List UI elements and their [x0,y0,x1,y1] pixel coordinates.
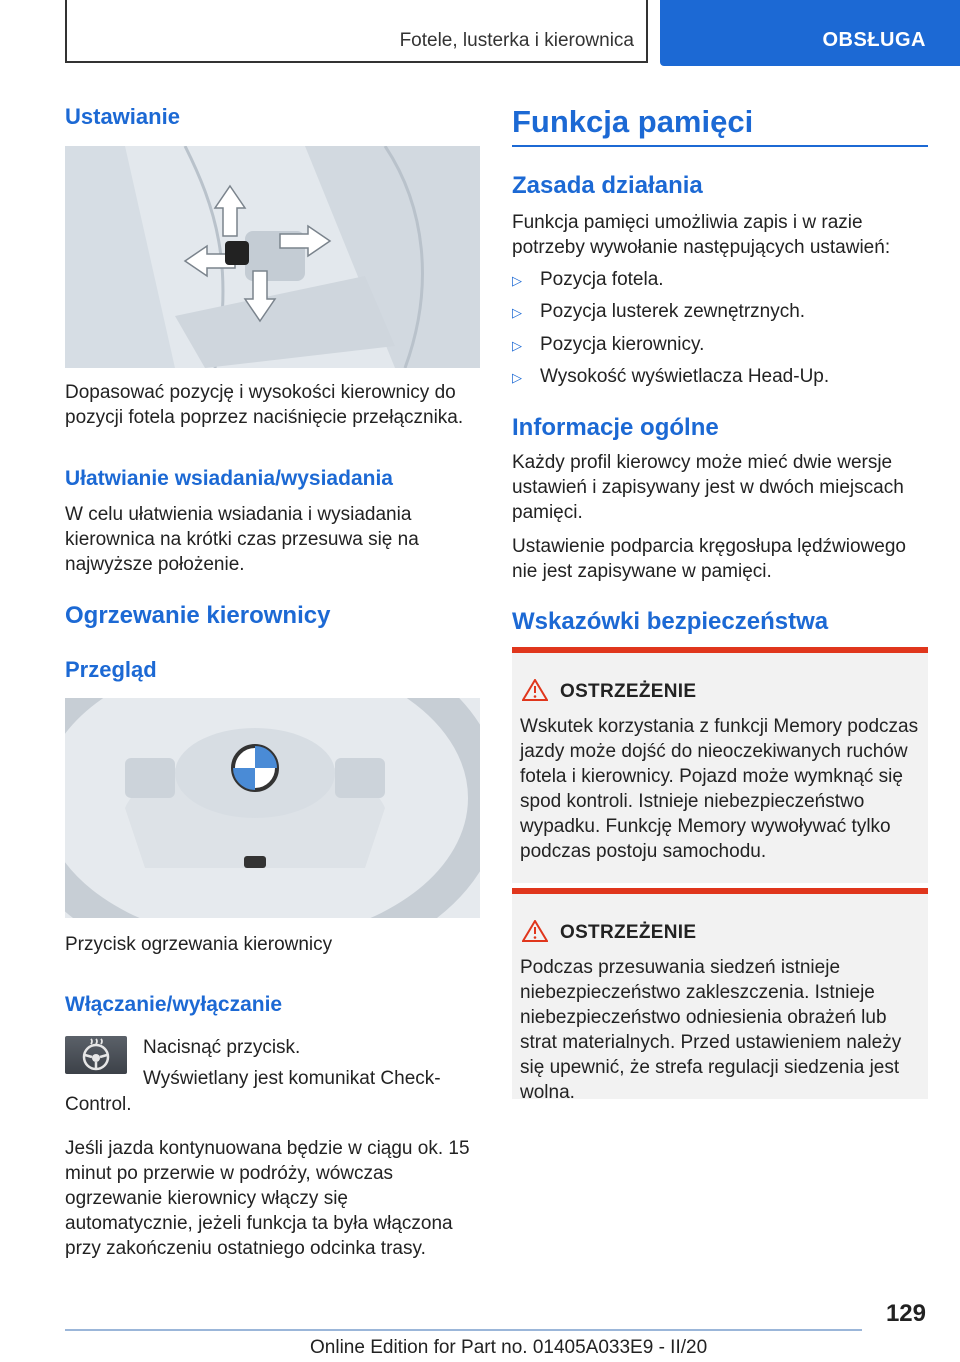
steering-column-switch-illustration [65,146,480,368]
heading-przeglad: Przegląd [65,657,157,682]
heading-funkcja-pamieci: Funkcja pamięci [512,104,754,139]
warning-title: OSTRZEŻENIE [560,922,697,943]
heading-informacje: Informacje ogólne [512,414,719,441]
header-chapter-box [65,0,648,63]
text-control: Control. [65,1094,132,1115]
warning-box-seats [512,888,928,1103]
caption-ustawianie: Dopasować pozycję i wysokości kierownicy do pozycji fotela poprzez naciśnięcie przełącznika. [65,382,464,428]
text-jesli: Jeśli jazda kontynuowana będzie w ciągu ok. 15 minut po przerwie w podróży, wówczas ogrzewanie kierownicy włączy się automatycznie, jeżeli funkcja ta była włączona przy zakończeniu ostatniego odcinka trasy. [65,1138,470,1259]
warning-text: Podczas przesuwania siedzeń istnieje niebezpieczeństwo zakleszczenia. Istnieje niebezpieczeństwo odniesienia obrażeń lub strat materialnych. Przed ustawieniem należy się upewnić, że strefa regulacji siedzenia jest wolna. [520,957,902,1103]
section-tab-label: OBSŁUGA [822,29,926,51]
steering-wheel-illustration [65,698,480,918]
list-item: ▷ Wysokość wyświetlacza Head-Up. [512,364,829,390]
triangle-bullet-icon: ▷ [512,273,522,288]
list-item: ▷ Pozycja fotela. [512,267,664,293]
heated-steering-button-icon [65,1036,127,1074]
page-header [0,0,960,68]
section-divider [512,145,928,147]
chapter-title: Fotele, lusterka i kierownica [399,30,634,51]
warning-triangle-icon [522,679,548,701]
page-number: 129 [885,1300,926,1327]
warning-box-memory [512,647,928,883]
text-wyswietlany: Wyświetlany jest komunikat Check- [143,1068,441,1089]
text-zasada: Funkcja pamięci umożliwia zapis i w razie potrzeby wywołanie następujących ustawień: [512,212,891,258]
warning-triangle-icon [522,920,548,942]
heading-ustawianie: Ustawianie [65,104,180,129]
steering-adjust-image [65,146,480,368]
text-ulatwianie: W celu ułatwienia wsiadania i wysiadania kierownica na krótki czas przesuwa się na najwyższe położenie. [65,504,419,575]
footer-divider [65,1329,862,1331]
triangle-bullet-icon: ▷ [512,305,522,320]
text-nacisnac: Nacisnąć przycisk. [143,1037,301,1058]
warning-title: OSTRZEŻENIE [560,681,697,702]
text-info-2: Ustawienie podparcia kręgosłupa lędźwiowego nie jest zapisywane w pamięci. [512,536,906,582]
heading-ulatwianie: Ułatwianie wsiadania/wysiadania [65,467,393,490]
text-info-1: Każdy profil kierowcy może mieć dwie wersje ustawień i zapisywany jest w dwóch miejscach pamięci. [512,452,904,523]
triangle-bullet-icon: ▷ [512,338,522,353]
warning-text: Wskutek korzystania z funkcji Memory podczas jazdy może dojść do nieoczekiwanych ruchów fotela i kierownicy. Pojazd może wymknąć się spod kontroli. Istnieje niebezpieczeństwo wypadku. Funkcję Memory wywoływać tylko podczas postoju samochodu. [520,716,919,862]
heading-ogrzewanie: Ogrzewanie kierownicy [65,602,331,629]
caption-przycisk: Przycisk ogrzewania kierownicy [65,934,333,955]
heated-wheel-icon [65,1036,127,1074]
heading-zasada: Zasada działania [512,172,703,199]
footer-edition: Online Edition for Part no. 01405A033E9 - II/20 [310,1337,708,1358]
list-item: ▷ Pozycja kierownicy. [512,332,704,358]
heading-wskazowki: Wskazówki bezpieczeństwa [512,608,829,635]
section-tab[interactable] [660,0,960,66]
heading-wlaczanie: Włączanie/wyłączanie [65,993,283,1016]
triangle-bullet-icon: ▷ [512,370,522,385]
steering-wheel-image [65,698,480,918]
list-item: ▷ Pozycja lusterek zewnętrznych. [512,299,805,325]
